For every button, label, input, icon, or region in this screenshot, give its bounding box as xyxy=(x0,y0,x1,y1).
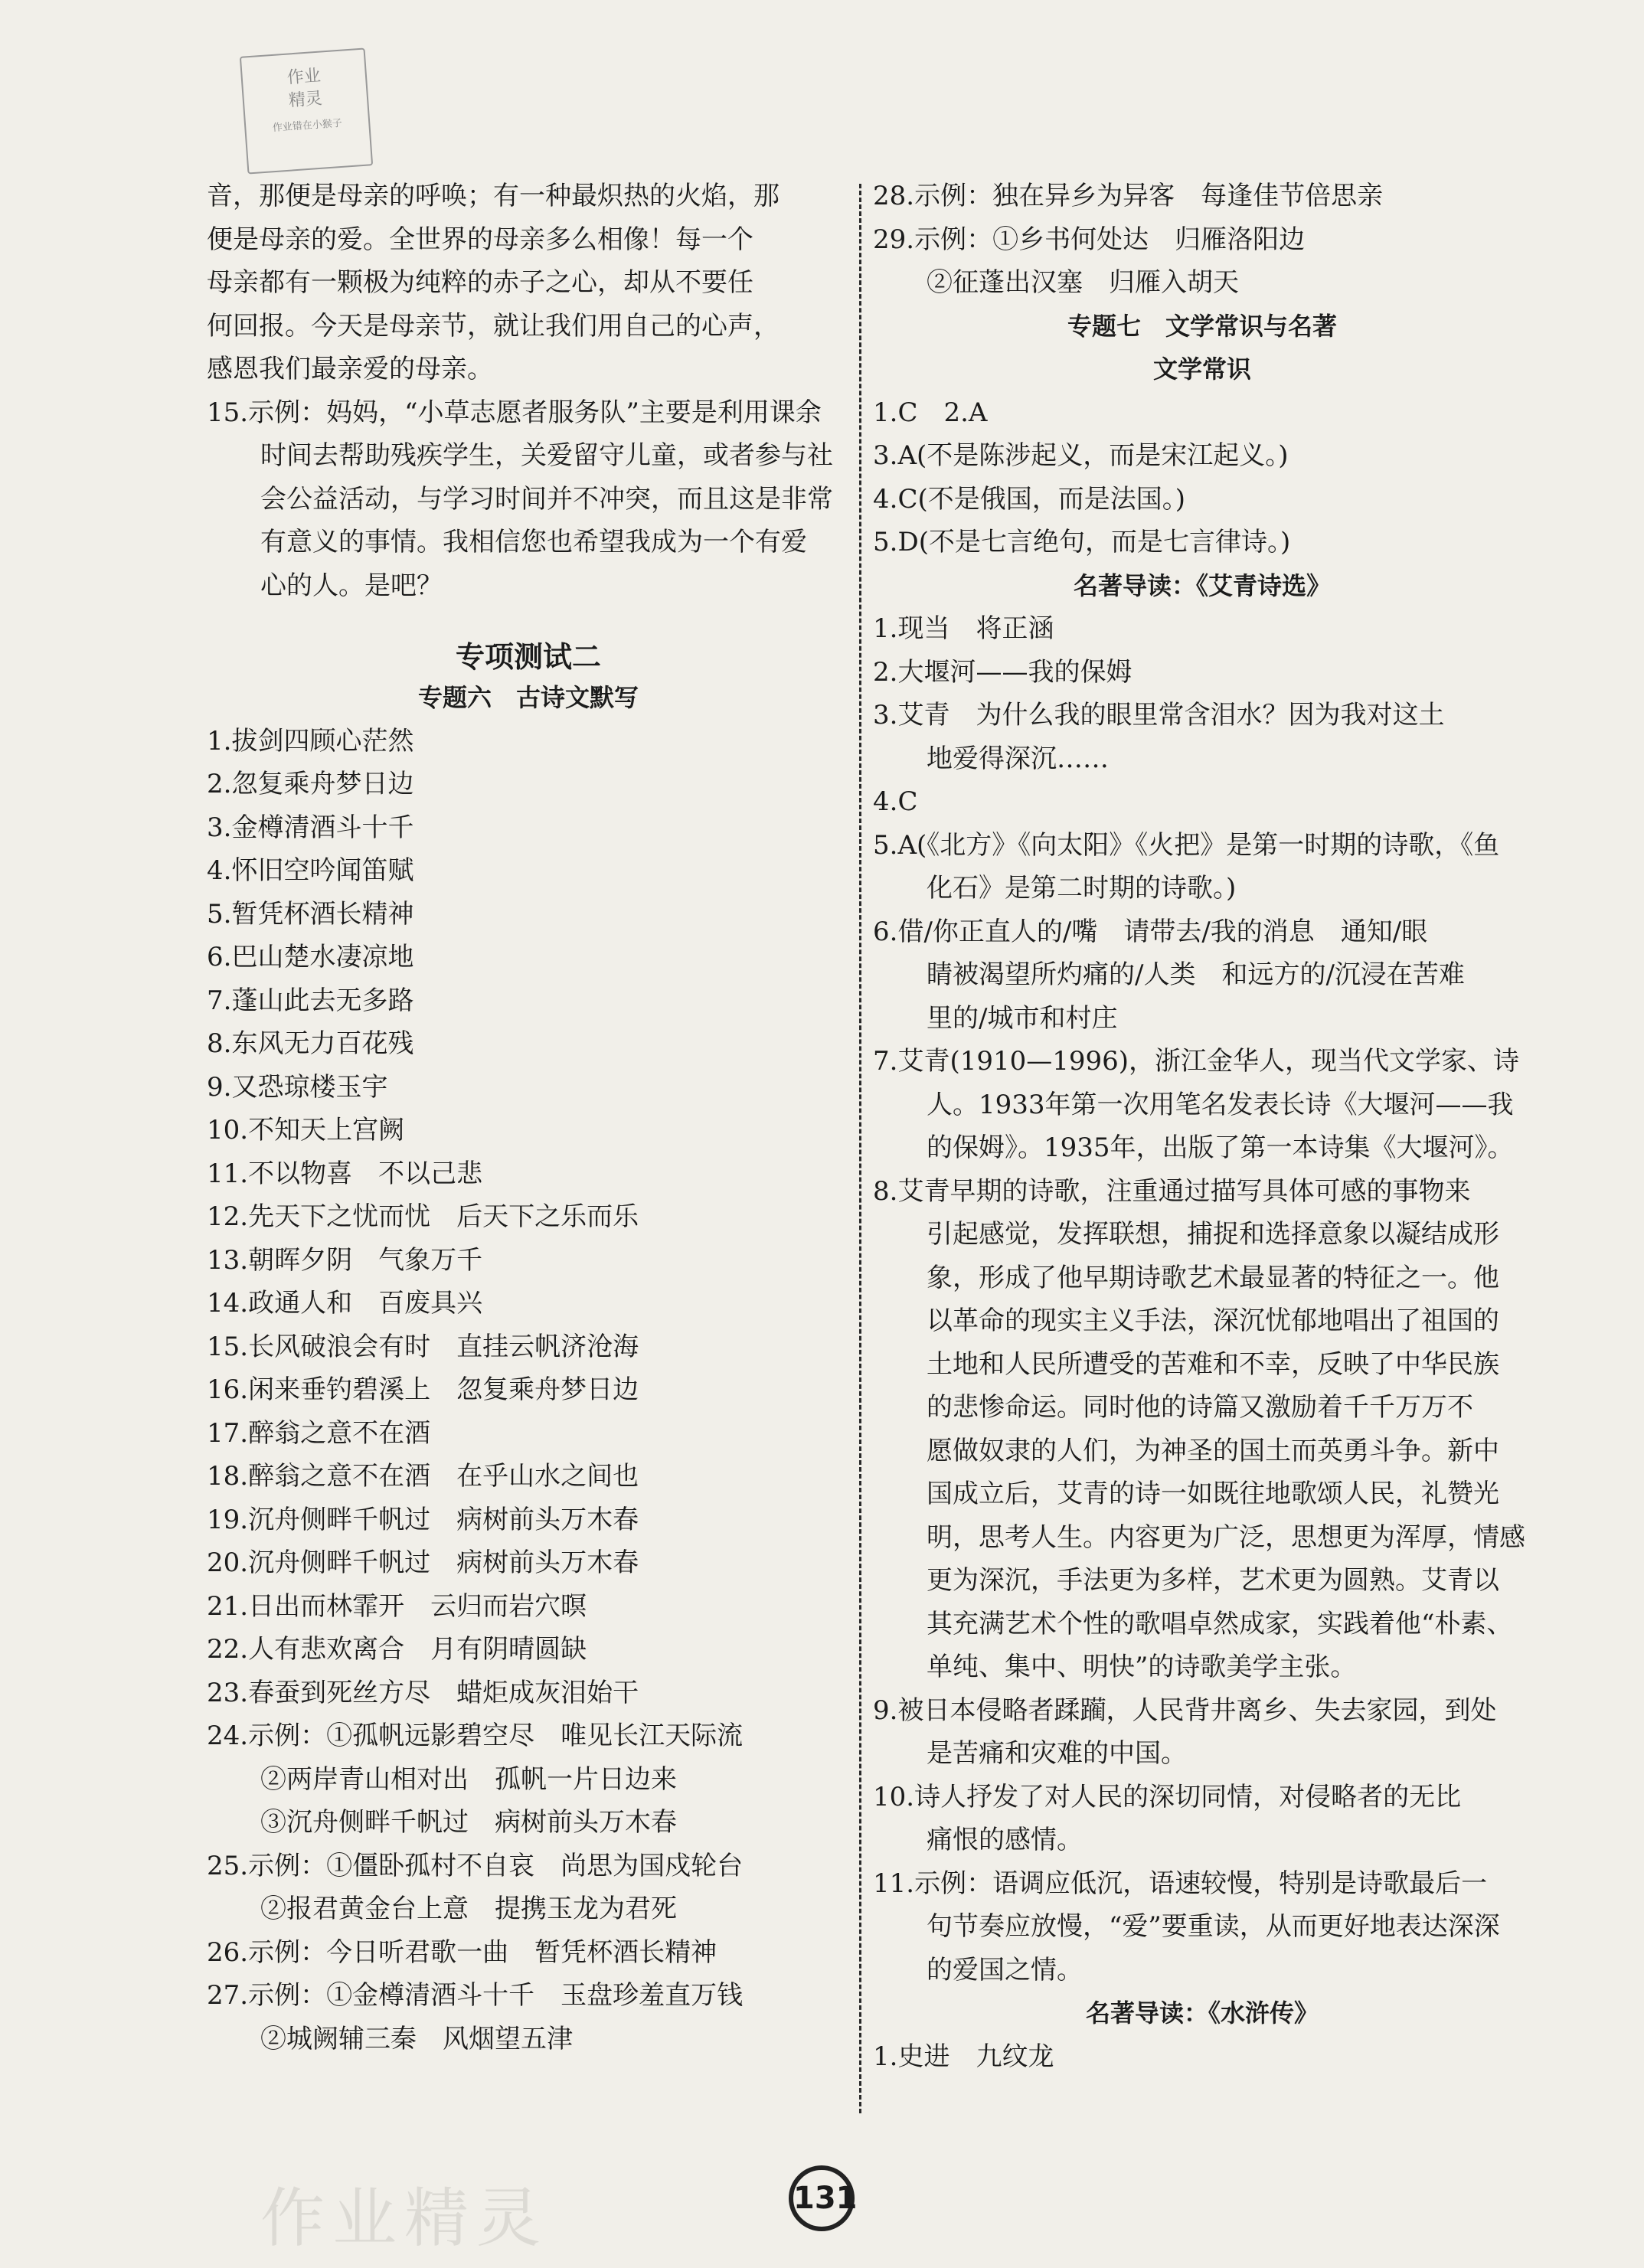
text-line: 1.C 2.A xyxy=(873,397,988,428)
text-line: 3.金樽清酒斗十千 xyxy=(207,812,414,843)
text-line: 5.D(不是七言绝句，而是七言律诗。) xyxy=(873,527,1291,557)
text-line: 地爱得深沉…… xyxy=(927,743,1109,774)
text-line: 13.朝晖夕阴 气象万千 xyxy=(207,1244,483,1276)
stamp-line-2: 精灵 xyxy=(288,89,323,111)
text-line: 6.借/你正直人的/嘴 请带去/我的消息 通知/眼 xyxy=(873,916,1428,947)
text-line: 17.醉翁之意不在酒 xyxy=(207,1417,431,1449)
left-column xyxy=(207,175,850,2060)
text-line: 3.A(不是陈涉起义，而是宋江起义。) xyxy=(873,440,1289,471)
text-line: 的保姆》。1935年，出版了第一本诗集《大堰河》。 xyxy=(927,1132,1514,1163)
text-line: 8.艾青早期的诗歌，注重通过描写具体可感的事物来 xyxy=(873,1175,1471,1207)
text-line: 象，形成了他早期诗歌艺术最显著的特征之一。他 xyxy=(927,1262,1499,1293)
text-line: 28.示例：独在异乡为异客 每逢佳节倍思亲 xyxy=(873,181,1384,211)
text-line: 23.春蚕到死丝方尽 蜡炬成灰泪始干 xyxy=(207,1677,639,1708)
text-line: 6.巴山楚水凄凉地 xyxy=(207,942,414,972)
text-line: 明，思考人生。内容更为广泛，思想更为浑厚，情感 xyxy=(927,1521,1525,1553)
section-heading: 名著导读：《艾青诗选》 xyxy=(1073,570,1331,600)
section-heading: 专题七 文学常识与名著 xyxy=(1067,311,1337,341)
text-line: 便是母亲的爱。全世界的母亲多么相像！每一个 xyxy=(207,224,753,255)
text-line: 句节奏应放慢，“爱”要重读，从而更好地表达深深 xyxy=(927,1911,1500,1942)
text-line: 土地和人民所遭受的苦难和不幸，反映了中华民族 xyxy=(927,1348,1499,1380)
text-line: 是苦痛和灾难的中国。 xyxy=(927,1738,1187,1769)
text-line: 有意义的事情。我相信您也希望我成为一个有爱 xyxy=(260,527,807,557)
text-line: 4.C(不是俄国，而是法国。) xyxy=(873,483,1185,515)
text-line: ②两岸青山相对出 孤帆一片日边来 xyxy=(260,1763,677,1795)
text-line: 单纯、集中、明快”的诗歌美学主张。 xyxy=(927,1652,1357,1682)
text-line: 人。1933年第一次用笔名发表长诗《大堰河——我 xyxy=(927,1089,1514,1120)
text-line: 感恩我们最亲爱的母亲。 xyxy=(207,354,493,384)
text-line: 15.长风破浪会有时 直挂云帆济沧海 xyxy=(207,1331,639,1362)
text-line: 27.示例：①金樽清酒斗十千 玉盘珍羞直万钱 xyxy=(207,1980,744,2011)
right-column xyxy=(873,175,1531,2078)
text-line: 5.A(《北方》《向太阳》《火把》是第一时期的诗歌，《鱼 xyxy=(873,829,1500,861)
text-line: 10.不知天上宫阙 xyxy=(207,1115,405,1145)
text-line: 19.沉舟侧畔千帆过 病树前头万木春 xyxy=(207,1504,639,1535)
text-line: 16.闲来垂钓碧溪上 忽复乘舟梦日边 xyxy=(207,1374,639,1405)
text-line: 的爱国之情。 xyxy=(927,1954,1083,1985)
text-line: 8.东风无力百花残 xyxy=(207,1028,414,1059)
text-line: 20.沉舟侧畔千帆过 病树前头万木春 xyxy=(207,1547,639,1578)
text-line: 里的/城市和村庄 xyxy=(927,1002,1118,1034)
text-line: 25.示例：①僵卧孤村不自哀 尚思为国戍轮台 xyxy=(207,1850,744,1881)
section-heading: 专项测试二 xyxy=(455,640,601,674)
text-line: 1.拔剑四顾心茫然 xyxy=(207,725,414,757)
text-line: 国成立后，艾青的诗一如既往地歌颂人民，礼赞光 xyxy=(927,1479,1499,1509)
text-line: 何回报。今天是母亲节，就让我们用自己的心声， xyxy=(207,310,780,342)
text-line: 1.现当 将正涵 xyxy=(873,613,1054,644)
text-line: 24.示例：①孤帆远影碧空尽 唯见长江天际流 xyxy=(207,1721,744,1751)
text-line: 29.示例：①乡书何处达 归雁洛阳边 xyxy=(873,224,1306,255)
text-line: 睛被渴望所灼痛的/人类 和远方的/沉浸在苦难 xyxy=(927,959,1465,990)
text-line: 4.C xyxy=(873,786,918,817)
section-heading: 文学常识 xyxy=(1152,355,1251,384)
text-line: 15.示例：妈妈，“小草志愿者服务队”主要是利用课余 xyxy=(207,397,822,428)
text-line: 5.暂凭杯酒长精神 xyxy=(207,898,414,930)
text-line: 12.先天下之忧而忧 后天下之乐而乐 xyxy=(207,1201,639,1232)
stamp-line-3: 作业错在小猴子 xyxy=(272,117,343,135)
stamp-line-1: 作业 xyxy=(286,66,322,88)
text-line: 9.被日本侵略者蹂躏，人民背井离乡、失去家园，到处 xyxy=(873,1694,1497,1726)
text-line: 11.示例：语调应低沉，语速较慢，特别是诗歌最后一 xyxy=(873,1868,1488,1899)
text-line: 愿做奴隶的人们，为神圣的国土而英勇斗争。新中 xyxy=(927,1435,1499,1466)
text-line: 更为深沉，手法更为多样，艺术更为圆熟。艾青以 xyxy=(927,1565,1499,1596)
text-line: 母亲都有一颗极为纯粹的赤子之心，却从不要任 xyxy=(207,267,753,298)
text-line: ②城阙辅三秦 风烟望五津 xyxy=(260,2023,573,2054)
text-line: 心的人。是吧？ xyxy=(260,570,443,601)
text-line: 时间去帮助残疾学生，关爱留守儿童，或者参与社 xyxy=(260,440,833,471)
watermark-stamp xyxy=(240,47,373,174)
text-line: 2.忽复乘舟梦日边 xyxy=(207,769,414,799)
column-divider xyxy=(859,184,861,2113)
text-line: 10.诗人抒发了对人民的深切同情，对侵略者的无比 xyxy=(873,1781,1462,1812)
text-line: 以革命的现实主义手法，深沉忧郁地唱出了祖国的 xyxy=(927,1306,1499,1336)
section-heading: 名著导读：《水浒传》 xyxy=(1085,1998,1319,2028)
text-line: 26.示例：今日听君歌一曲 暂凭杯酒长精神 xyxy=(207,1936,717,1968)
text-line: 痛恨的感情。 xyxy=(927,1825,1083,1855)
page-number: 131 xyxy=(789,2165,855,2231)
text-line: ②报君黄金台上意 提携玉龙为君死 xyxy=(260,1894,677,1924)
text-line: 22.人有悲欢离合 月有阴晴圆缺 xyxy=(207,1634,587,1665)
text-line: 的悲惨命运。同时他的诗篇又激励着千千万万不 xyxy=(927,1392,1473,1423)
text-line: ③沉舟侧畔千帆过 病树前头万木春 xyxy=(260,1807,677,1838)
text-line: 1.史进 九纹龙 xyxy=(873,2041,1054,2072)
watermark-text: 作业精灵 xyxy=(260,2181,549,2256)
text-line: 4.怀旧空吟闻笛赋 xyxy=(207,855,414,886)
text-line: 其充满艺术个性的歌唱卓然成家，实践着他“朴素、 xyxy=(927,1608,1513,1639)
section-heading: 专题六 古诗文默写 xyxy=(417,683,639,712)
text-line: 7.蓬山此去无多路 xyxy=(207,985,414,1016)
text-line: 21.日出而林霏开 云归而岩穴暝 xyxy=(207,1590,587,1622)
text-line: 9.又恐琼楼玉宇 xyxy=(207,1071,388,1103)
text-line: 14.政通人和 百废具兴 xyxy=(207,1288,483,1319)
text-line: ②征蓬出汉塞 归雁入胡天 xyxy=(927,267,1239,298)
text-line: 会公益活动，与学习时间并不冲突，而且这是非常 xyxy=(260,483,833,515)
text-line: 化石》是第二时期的诗歌。) xyxy=(927,873,1237,904)
text-line: 7.艾青(1910—1996)，浙江金华人，现当代文学家、诗 xyxy=(873,1046,1520,1077)
text-line: 2.大堰河——我的保姆 xyxy=(873,656,1132,688)
text-line: 18.醉翁之意不在酒 在乎山水之间也 xyxy=(207,1461,639,1492)
text-line: 引起感觉，发挥联想，捕捉和选择意象以凝结成形 xyxy=(927,1219,1499,1250)
text-line: 11.不以物喜 不以己悲 xyxy=(207,1158,483,1189)
text-line: 3.艾青 为什么我的眼里常含泪水？因为我对这土 xyxy=(873,700,1445,730)
text-line: 音，那便是母亲的呼唤；有一种最炽热的火焰，那 xyxy=(207,181,780,211)
